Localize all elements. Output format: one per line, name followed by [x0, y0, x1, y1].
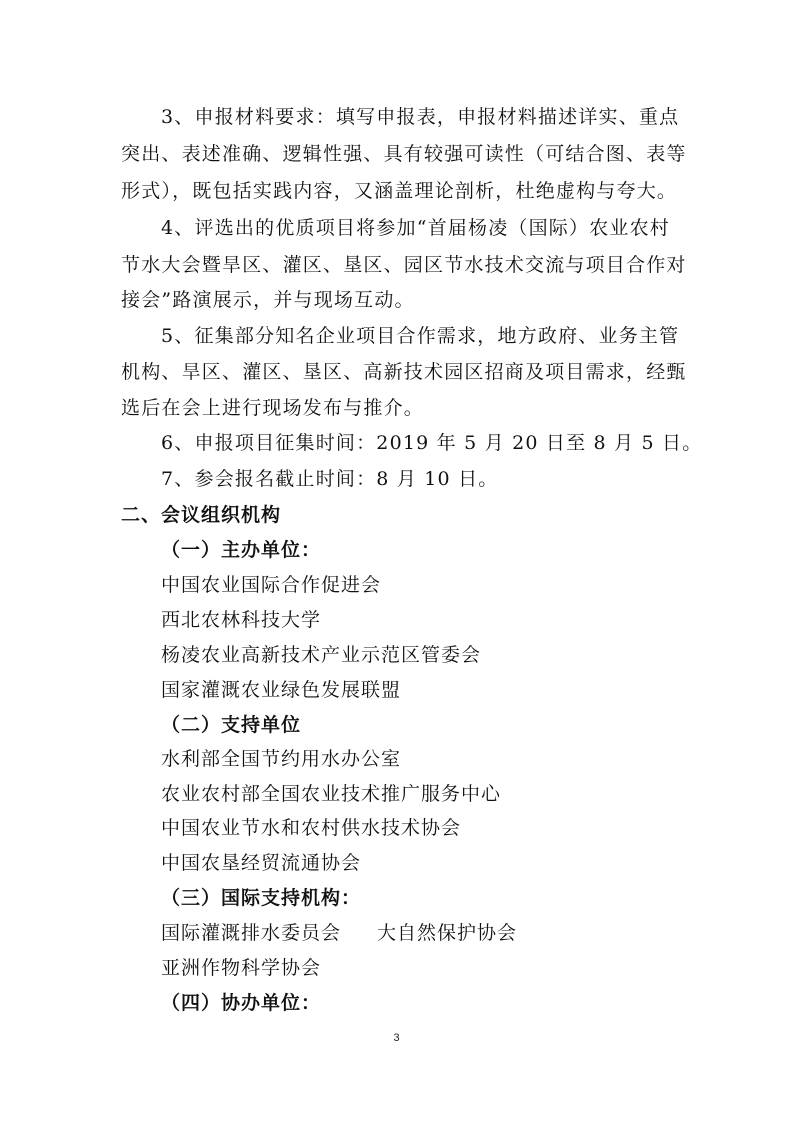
item3-line3: 形式），既包括实践内容，又涵盖理论剖析，杜绝虚构与夸大。 — [121, 180, 678, 202]
international-item: 国际灌溉排水委员会 — [161, 922, 342, 944]
subheading-supporters: （二）支持单位 — [161, 714, 302, 736]
subheading-international: （三）国际支持机构： — [161, 887, 362, 909]
item5-line2: 机构、旱区、灌区、垦区、高新技术园区招商及项目需求，经甄 — [121, 361, 687, 383]
item3-line2: 突出、表述准确、逻辑性强、具有较强可读性（可结合图、表等 — [121, 143, 687, 165]
item6: 6、申报项目征集时间：2019 年 5 月 20 日至 8 月 5 日。 — [161, 432, 703, 454]
page-number: 3 — [393, 1032, 400, 1044]
host-item: 杨凌农业高新技术产业示范区管委会 — [161, 644, 482, 666]
item3-line1: 3、申报材料要求：填写申报表，申报材料描述详实、重点 — [161, 106, 680, 128]
supporter-item: 中国农垦经贸流通协会 — [161, 852, 362, 874]
item7: 7、参会报名截止时间：8 月 10 日。 — [161, 468, 499, 490]
subheading-coorganizers: （四）协办单位： — [161, 992, 322, 1014]
item4-line3: 接会”路演展示，并与现场互动。 — [121, 289, 415, 311]
host-item: 国家灌溉农业绿色发展联盟 — [161, 679, 402, 701]
section-heading-organization: 二、会议组织机构 — [121, 504, 282, 526]
subheading-hosts: （一）主办单位： — [161, 539, 322, 561]
item4-line2: 节水大会暨旱区、灌区、垦区、园区节水技术交流与项目合作对 — [121, 254, 687, 276]
host-item: 中国农业国际合作促进会 — [161, 574, 382, 596]
supporter-item: 农业农村部全国农业技术推广服务中心 — [161, 783, 502, 805]
supporter-item: 水利部全国节约用水办公室 — [161, 748, 402, 770]
item4-line1: 4、评选出的优质项目将参加“首届杨凌（国际）农业农村 — [161, 217, 671, 239]
item5-line3: 选后在会上进行现场发布与推介。 — [121, 397, 425, 419]
host-item: 西北农林科技大学 — [161, 609, 322, 631]
international-item: 大自然保护协会 — [377, 922, 518, 944]
supporter-item: 中国农业节水和农村供水技术协会 — [161, 817, 462, 839]
item5-line1: 5、征集部分知名企业项目合作需求，地方政府、业务主管 — [161, 325, 680, 347]
international-row — [161, 920, 517, 946]
international-item: 亚洲作物科学协会 — [161, 957, 322, 979]
